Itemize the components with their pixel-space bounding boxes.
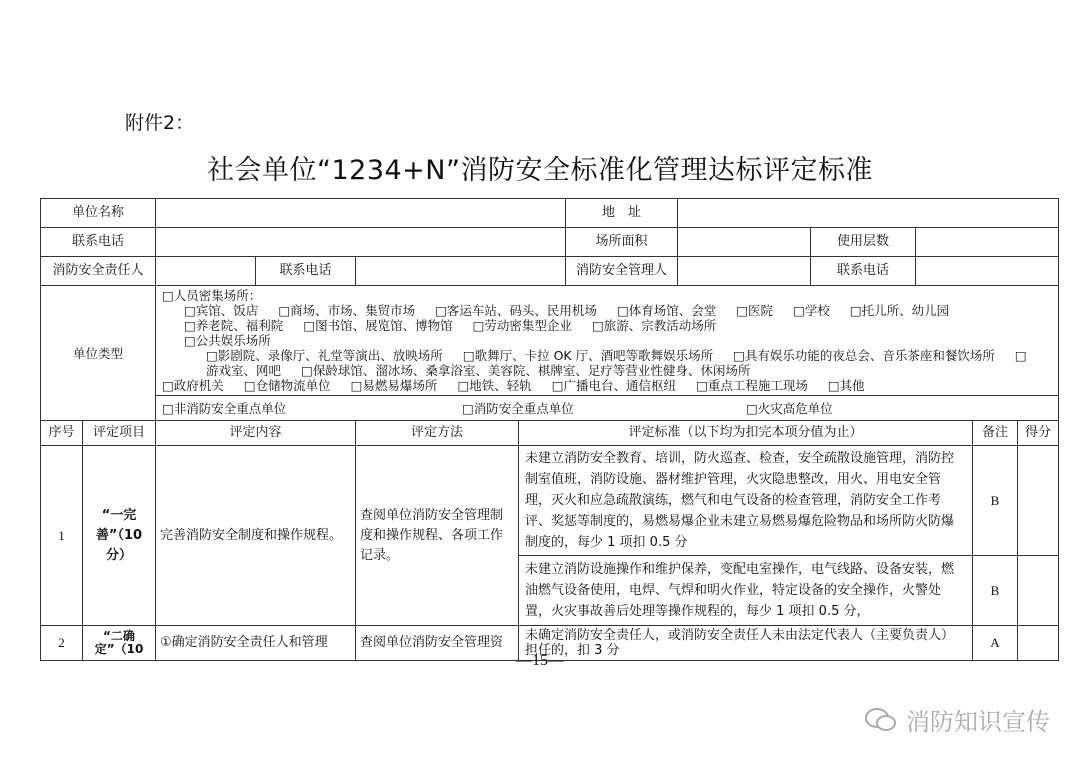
type-option[interactable]: □广播电台、通信枢纽	[551, 378, 677, 393]
unit-type-options	[156, 286, 1059, 396]
row-item: “二确定”（10	[83, 626, 156, 661]
level-option[interactable]: □火灾高危单位	[746, 400, 833, 416]
label-unit-name: 单位名称	[41, 199, 156, 228]
type-option[interactable]: □政府机关	[162, 378, 224, 393]
label-phone3: 联系电话	[811, 257, 916, 286]
type-option[interactable]: □学校	[793, 303, 830, 318]
row-item: “一完善”（10分）	[83, 446, 156, 626]
row-standard: 未确定消防安全责任人，或消防安全责任人未由法定代表人（主要负责人）担任的，扣 3 分	[519, 626, 973, 661]
header-standard: 评定标准（以下均为扣完本项分值为止）	[519, 421, 973, 446]
wechat-icon	[864, 706, 898, 734]
phone3-field[interactable]	[916, 257, 1059, 286]
type-option[interactable]: 游戏室、网吧	[206, 363, 282, 378]
manager-field[interactable]	[678, 257, 811, 286]
type-option[interactable]: □托儿所、幼儿园	[849, 303, 950, 318]
type-option[interactable]: □具有娱乐功能的夜总会、音乐茶座和餐饮场所	[733, 348, 995, 363]
unit-info-table	[40, 198, 1059, 421]
floors-field[interactable]	[916, 228, 1059, 257]
option-entertainment[interactable]: □公共娱乐场所	[184, 333, 271, 348]
row-no: 1	[41, 446, 83, 626]
type-row-5	[162, 378, 1052, 393]
row-method: 查阅单位消防安全管理制度和操作规程、各项工作记录。	[356, 446, 519, 626]
criteria-table	[40, 420, 1059, 661]
type-option[interactable]: □	[1014, 348, 1027, 363]
level-option[interactable]: □非消防安全重点单位	[162, 400, 287, 416]
type-row-2	[162, 318, 1052, 333]
label-unit-type: 单位类型	[41, 286, 156, 421]
type-option[interactable]: □旅游、宗教活动场所	[591, 318, 717, 333]
type-row-1	[162, 303, 1052, 318]
row-score[interactable]	[1018, 446, 1059, 556]
phone-field[interactable]	[156, 228, 566, 257]
label-area: 场所面积	[566, 228, 678, 257]
document-title: 社会单位“1234+N”消防安全标准化管理达标评定标准	[206, 155, 873, 186]
type-option[interactable]: □图书馆、展览馆、博物馆	[303, 318, 453, 333]
type-row-4	[162, 363, 1052, 378]
row-no: 2	[41, 626, 83, 661]
type-option[interactable]: □歌舞厅、卡拉 OK 厅、酒吧等歌舞娱乐场所	[462, 348, 714, 363]
type-option[interactable]: □保龄球馆、溜冰场、桑拿浴室、美容院、棋牌室、足疗等营业性健身、休闲场所	[301, 363, 751, 378]
row-score[interactable]	[1018, 556, 1059, 626]
label-floors: 使用层数	[811, 228, 916, 257]
type-option[interactable]: □养老院、福利院	[184, 318, 284, 333]
row-note: B	[973, 446, 1018, 556]
type-option[interactable]: □客运车站、码头、民用机场	[435, 303, 597, 318]
row-method: 查阅单位消防安全管理资	[356, 626, 519, 661]
header-content: 评定内容	[156, 421, 356, 446]
header-method: 评定方法	[356, 421, 519, 446]
label-phone2: 联系电话	[256, 257, 356, 286]
unit-level-options	[156, 396, 1059, 421]
row-content: ①确定消防安全责任人和管理	[156, 626, 356, 661]
option-crowded[interactable]: □人员密集场所：	[162, 288, 262, 303]
type-option[interactable]: □仓储物流单位	[243, 378, 331, 393]
table-row	[41, 446, 1059, 556]
level-option[interactable]: □消防安全重点单位	[462, 400, 574, 416]
type-option[interactable]: □其他	[827, 378, 865, 393]
annex-label: 附件2：	[125, 112, 195, 134]
header-item: 评定项目	[83, 421, 156, 446]
phone2-field[interactable]	[356, 257, 566, 286]
row-content: 完善消防安全制度和操作规程。	[156, 446, 356, 626]
type-option[interactable]: □地铁、轻轨	[457, 378, 532, 393]
row-standard: 未建立消防设施操作和维护保养，变配电室操作，电气线路、设备安装，燃油燃气设备使用，电焊、气焊和明火作业，特定设备的安全操作，火警处置，火灾事故善后处理等操作规程的，每少 1 项扣 0.5 分，	[519, 556, 973, 626]
address-field[interactable]	[678, 199, 1059, 228]
watermark	[864, 702, 1050, 737]
label-resp-person: 消防安全责任人	[41, 257, 156, 286]
row-standard: 未建立消防安全教育、培训，防火巡查、检查，安全疏散设施管理，消防控制室值班，消防设施、器材维护管理，火灾隐患整改，用火、用电安全管理，灭火和应急疏散演练，燃气和电气设备的检查管理，消防安全工作考评、奖惩等制度的，易燃易爆企业未建立易燃易爆危险物品和场所防火防爆制度的，每少 1 项扣 0.5 分	[519, 446, 973, 556]
type-option[interactable]: □重点工程施工现场	[696, 378, 808, 393]
row-note: B	[973, 556, 1018, 626]
header-no: 序号	[41, 421, 83, 446]
type-option[interactable]: □体育场馆、会堂	[616, 303, 717, 318]
row-note: A	[973, 626, 1018, 661]
type-option[interactable]: □易燃易爆场所	[350, 378, 438, 393]
page-number: —15—	[516, 652, 564, 669]
resp-person-field[interactable]	[156, 257, 256, 286]
label-phone: 联系电话	[41, 228, 156, 257]
type-option[interactable]: □医院	[736, 303, 774, 318]
type-row-3	[162, 348, 1052, 363]
header-note: 备注	[973, 421, 1018, 446]
label-manager: 消防安全管理人	[566, 257, 678, 286]
type-option[interactable]: □劳动密集型企业	[472, 318, 572, 333]
type-option[interactable]: □影剧院、录像厅、礼堂等演出、放映场所	[206, 348, 443, 363]
unit-name-field[interactable]	[156, 199, 566, 228]
type-option[interactable]: □商场、市场、集贸市场	[278, 303, 416, 318]
header-score: 得分	[1018, 421, 1059, 446]
area-field[interactable]	[678, 228, 811, 257]
label-address: 地 址	[566, 199, 678, 228]
watermark-text: 消防知识宣传	[906, 708, 1050, 736]
type-option[interactable]: □宾馆、饭店	[184, 303, 259, 318]
